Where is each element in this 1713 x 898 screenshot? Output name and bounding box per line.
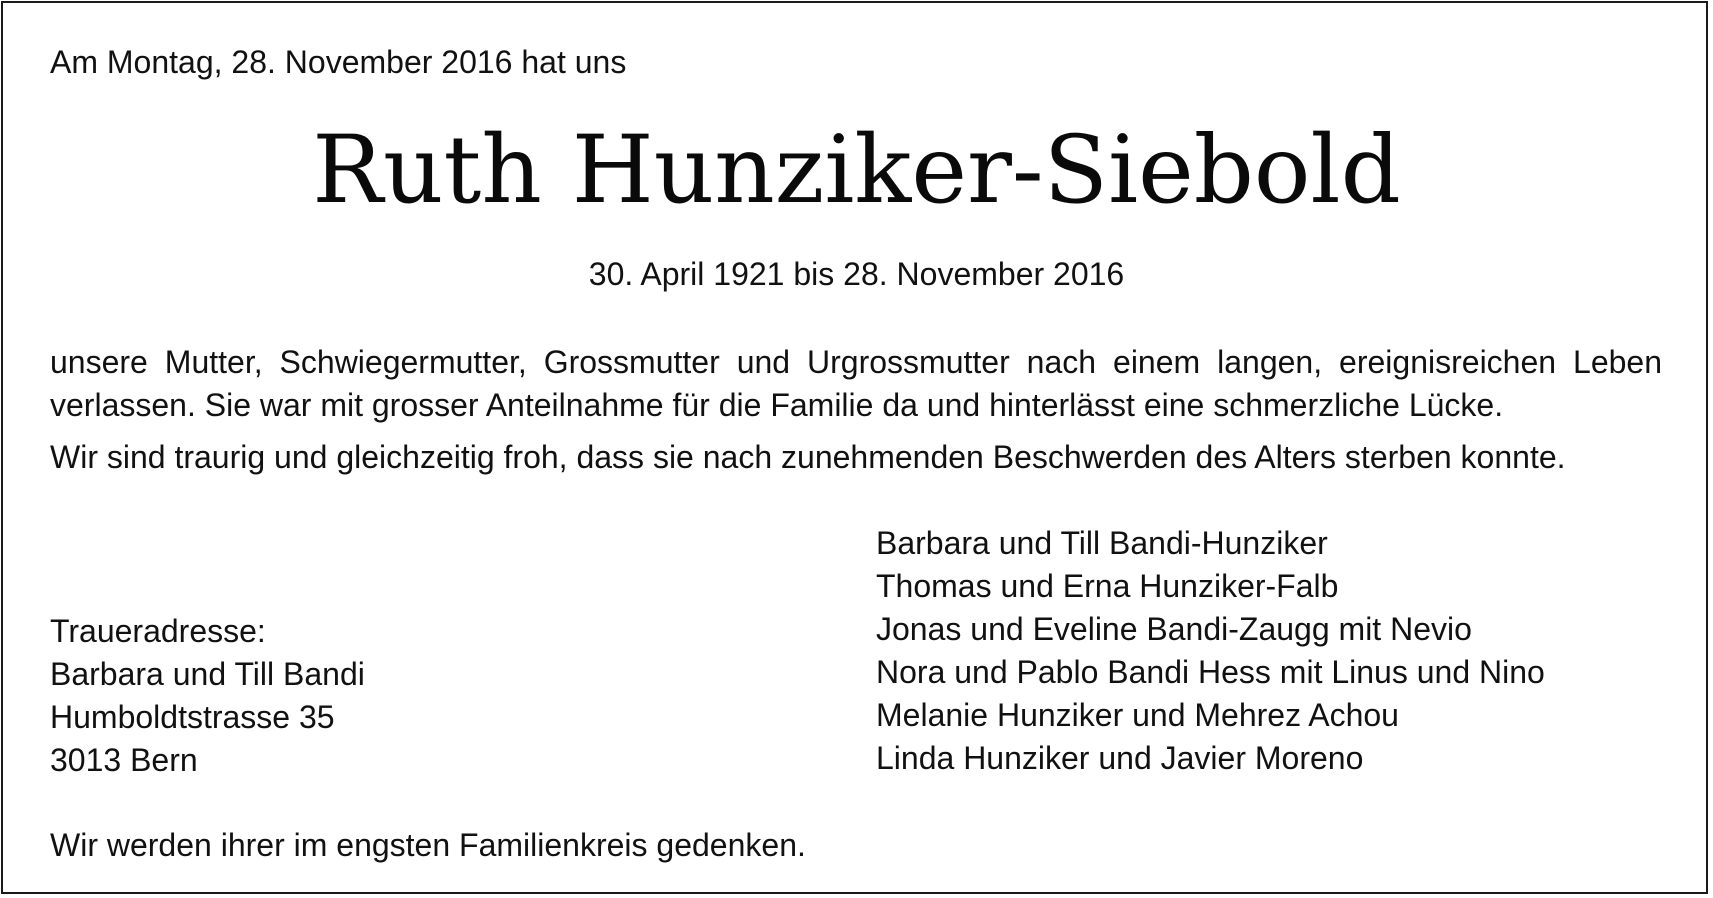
address-line: 3013 Bern — [50, 742, 198, 778]
address-line: Humboldtstrasse 35 — [50, 699, 335, 735]
mourners-list — [876, 522, 1545, 780]
life-dates: 30. April 1921 bis 28. November 2016 — [588, 256, 1125, 292]
mourner-entry: Nora und Pablo Bandi Hess mit Linus und Nino — [876, 654, 1545, 690]
intro-line: Am Montag, 28. November 2016 hat uns — [50, 44, 627, 80]
mourner-entry: Melanie Hunziker und Mehrez Achou — [876, 697, 1399, 733]
mourner-entry: Linda Hunziker und Javier Moreno — [876, 740, 1364, 776]
mourner-entry: Barbara und Till Bandi-Hunziker — [876, 525, 1328, 561]
mourner-entry: Thomas und Erna Hunziker-Falb — [876, 568, 1339, 604]
mourning-address — [50, 610, 365, 782]
deceased-name: Ruth Hunziker-Siebold — [312, 116, 1401, 225]
address-line: Barbara und Till Bandi — [50, 656, 365, 692]
closing-line: Wir werden ihrer im engsten Familienkreis gedenken. — [50, 827, 806, 863]
notice-paragraph-1: unsere Mutter, Schwiegermutter, Grossmutter und Urgrossmutter nach einem langen, ereignisreichen Leben verlassen. Sie war mit grosser Anteilnahme für die Familie da und hinterlässt eine schmerzliche Lücke. — [50, 344, 1662, 423]
notice-paragraph-2: Wir sind traurig und gleichzeitig froh, dass sie nach zunehmenden Beschwerden des Alters sterben konnte. — [50, 439, 1566, 475]
mourner-entry: Jonas und Eveline Bandi-Zaugg mit Nevio — [876, 611, 1472, 647]
address-label: Traueradresse: — [50, 613, 266, 649]
